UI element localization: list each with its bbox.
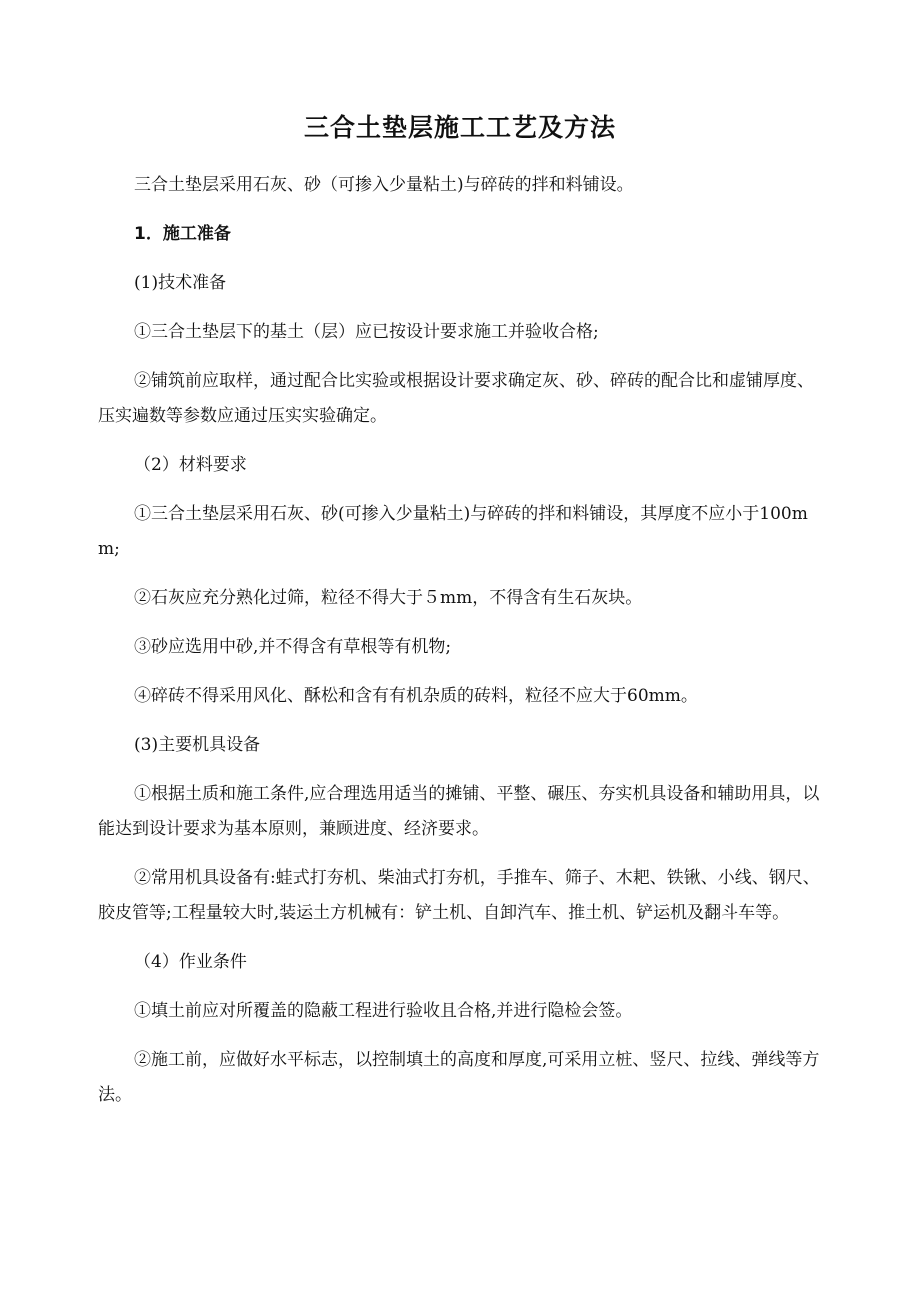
paragraph-hidden-works-acceptance: ①填土前应对所覆盖的隐蔽工程进行验收且合格,并进行隐检会签。	[134, 1001, 633, 1021]
document-body	[98, 168, 826, 1127]
subsection-technical-preparation: (1)技术准备	[134, 273, 227, 293]
intro-paragraph: 三合土垫层采用石灰、砂（可掺入少量粘土)与碎砖的拌和料铺设。	[134, 175, 634, 195]
subsection-working-conditions: （4）作业条件	[134, 952, 247, 972]
paragraph-sand-requirement: ③砂应选用中砂,并不得含有草根等有机物;	[134, 637, 452, 657]
paragraph-level-markers: ②施工前，应做好水平标志，以控制填土的高度和厚度,可采用立桩、竖尺、拉线、弹线等方法。	[98, 1050, 820, 1105]
paragraph-thickness-requirement: ①三合土垫层采用石灰、砂(可掺入少量粘土)与碎砖的拌和料铺设，其厚度不应小于100mm;	[98, 504, 808, 559]
paragraph-equipment-selection: ①根据土质和施工条件,应合理选用适当的摊铺、平整、碾压、夯实机具设备和辅助用具，以能达到设计要求为基本原则，兼顾进度、经济要求。	[98, 784, 820, 839]
subsection-material-requirements: （2）材料要求	[134, 455, 247, 475]
paragraph-base-soil-accepted: ①三合土垫层下的基土（层）应已按设计要求施工并验收合格;	[134, 322, 599, 342]
document-title: 三合土垫层施工工艺及方法	[303, 113, 616, 142]
paragraph-common-equipment: ②常用机具设备有:蛙式打夯机、柴油式打夯机，手推车、筛子、木耙、铁锹、小线、钢尺、胶皮管等;工程量较大时,装运土方机械有：铲土机、自卸汽车、推土机、铲运机及翻斗车等。	[98, 868, 820, 923]
paragraph-lime-requirement: ②石灰应充分熟化过筛，粒径不得大于５mm，不得含有生石灰块。	[134, 588, 643, 608]
paragraph-brick-requirement: ④碎砖不得采用风化、酥松和含有有机杂质的砖料，粒径不应大于60mm。	[134, 686, 698, 706]
subsection-main-equipment: (3)主要机具设备	[134, 735, 261, 755]
paragraph-mix-ratio-sampling: ②铺筑前应取样，通过配合比实验或根据设计要求确定灰、砂、碎砖的配合比和虚铺厚度、压实遍数等参数应通过压实实验确定。	[98, 371, 814, 426]
section-heading-construction-preparation: 1．施工准备	[134, 224, 231, 244]
